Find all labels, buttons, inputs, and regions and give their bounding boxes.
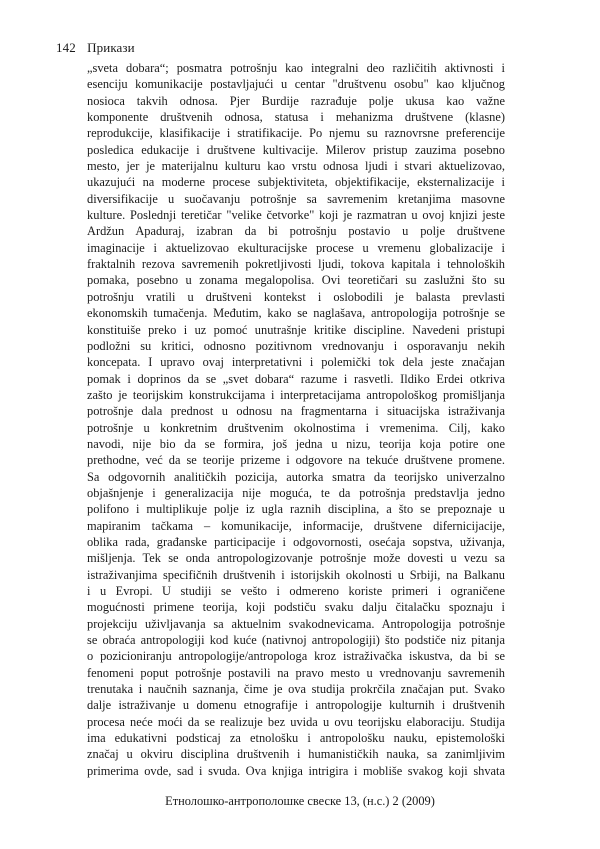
text-line: pomak i doprinos da se „svet dobara“ razume i rasvetli. Ildiko Erdei otkriva (87, 371, 505, 386)
text-line: projekciju uživljavanja sa aktuelnim svakodnevicama. Antropologija potrošnje (87, 616, 505, 631)
text-line: dalje istraživanje u domenu etnografije i antropologije kulturnih i društvenih (87, 698, 505, 713)
text-line: imaginacije i aktuelizovao ekulturacijske procese u vremenu globalizacije i (87, 240, 505, 255)
text-line: trenutaka i naučnih saznanja, čime je ova studija prokrčila značajan put. Svako (87, 682, 505, 697)
text-line: fenomeni poput potrošnje postavili na pravo mesto u vrednovanju savremenih (87, 665, 505, 680)
text-line: potrošnju vratili u društveni kontekst i oslobodili je balasta prevlasti (87, 289, 505, 304)
text-line: potrošnje dala prednost u odnosu na fragmentarna i situacijska istraživanja (87, 404, 505, 419)
text-line: Ardžun Apaduraj, izabran da bi potrošnju postavio u polje društvene (87, 224, 505, 239)
text-line: pomaka, posebno u zonama megalopolisa. Ovi teoretičari su zaslužni što su (87, 273, 505, 288)
text-line: nosioca takvih odnosa. Pjer Burdije razrađuje polje ukusa kao važne (87, 93, 505, 108)
text-line: značaj u okviru disciplina društvenih i humanističkih nauka, sa zanimljivim (87, 747, 505, 762)
journal-footer: Етнолошко-антрополошке свеске 13, (н.с.) 2 (2009) (165, 794, 435, 808)
page-number: 142 (56, 40, 76, 55)
text-line: mišljenja. Tek se onda antropologizovanje potrošnje može dovesti u vezu sa (87, 551, 505, 566)
text-line: Sa odgovornih analitičkih pozicija, autorka smatra da teorijsko univerzalno (87, 469, 505, 484)
text-line: podložni su kritici, odnosno pozitivnom vrednovanju i osporavanju nekih (87, 338, 505, 353)
text-line: potrošnje u konkretnim društvenim okolnostima i vremenima. Cilj, kako (87, 420, 505, 435)
text-line: konstituiše preko i uz pomoć unutrašnje kritike discipline. Navedeni pristupi (87, 322, 505, 337)
review-body-text (87, 60, 505, 779)
text-line: primerima ovde, sad i svuda. Ova knjiga intrigira i mobliše svakog koji shvata (87, 763, 505, 778)
text-line: o pozicioniranju antropologije/antropologa kroz istraživačka iskustva, da bi se (87, 649, 505, 664)
text-line: „sveta dobara“; posmatra potrošnju kao integralni deo različitih aktivnosti i (87, 61, 505, 75)
text-line: istraživanjima specifičnih društvenih i istorijskih okolnosti u Srbiji, na Balkanu (87, 567, 505, 582)
text-line: procesa neće moći da se realizuje bez uvida u ovu teorijsku elaboraciju. Studija (87, 714, 505, 729)
text-line: mogućnosti primene teorija, koji podstiču svaku dalju čitalačku spoznaju i (87, 600, 505, 615)
page-header (56, 40, 135, 56)
text-line: mesto, jer je materijalnu kulturu kao vrstu odnosa ljudi i stvari aktuelizovao, (87, 159, 505, 174)
text-line: i u Evropi. U studiji se vešto i odmereno koriste primeri i ograničene (87, 584, 505, 598)
text-line: reprodukcije, klasifikacije i stratifikacije. Po njemu su raznovrsne preferencije (87, 126, 505, 141)
text-line: polifono i multiplikuje polje iz ugla raznih disciplina, a što se prepoznaje u (87, 502, 505, 517)
text-line: ima edukativni podsticaj za etnološku i antropološku nauku, epistemološki (87, 731, 505, 746)
text-line: objašnjenje i generalizacija nije moguća, te da potrošnja predstavlja jedno (87, 485, 505, 500)
text-line: fraktalnih rezova savremenih pokretljivosti ljudi, tokova kapitala i tehnoloških (87, 257, 505, 272)
text-line: ekonomskih tumačenja. Međutim, kako se naglašava, antropologija potrošnje se (87, 306, 505, 321)
text-line: diversifikacije u suočavanju potrošnje sa savremenim kretanjima masovne (87, 191, 505, 206)
text-line: zašto je teorijskim konstrukcijama i interpretacijama antropološkog promišljanja (87, 387, 505, 402)
text-line: mapiranim tačkama – komunikacije, informacije, društvene difernicijacije, (87, 518, 505, 533)
text-line: ukazujući na moderne procese subjektiviteta, objektifikacije, eksternalizacije i (87, 175, 505, 190)
text-line: navodi, nije bio da se formira, još jedna u nizu, teorija koja potire one (87, 436, 505, 451)
text-line: koncepata. I upravo ovaj interpretativni i polemički tok dela jeste značajan (87, 355, 505, 370)
text-line: kulture. Poslednji teretičar "velike četvorke" koji je razmatran u ovoj knjizi jeste (87, 208, 505, 223)
text-line: posledica edukacije i društvene kultivacije. Milerov pristup zauzima posebno (87, 142, 505, 157)
text-line: prethodne, već da se teorije prizeme i odgovore na tekuće društvene promene. (87, 453, 505, 468)
section-title: Прикази (87, 40, 135, 55)
text-line: komponente društvenih odnosa, statusa i mehanizma društvene (klasne) (87, 110, 505, 125)
text-line: esenciju komunikacije postavljajući u centar "društvenu osobu" kao ključnog (87, 77, 505, 92)
text-line: oblika rada, građanske participacije i odgovornosti, osećaja sopstva, uživanja, (87, 534, 505, 549)
text-line: se obraća antropologiji kod kuće (nativnoj antropologiji) što podstiče niz pitanja (87, 633, 505, 648)
